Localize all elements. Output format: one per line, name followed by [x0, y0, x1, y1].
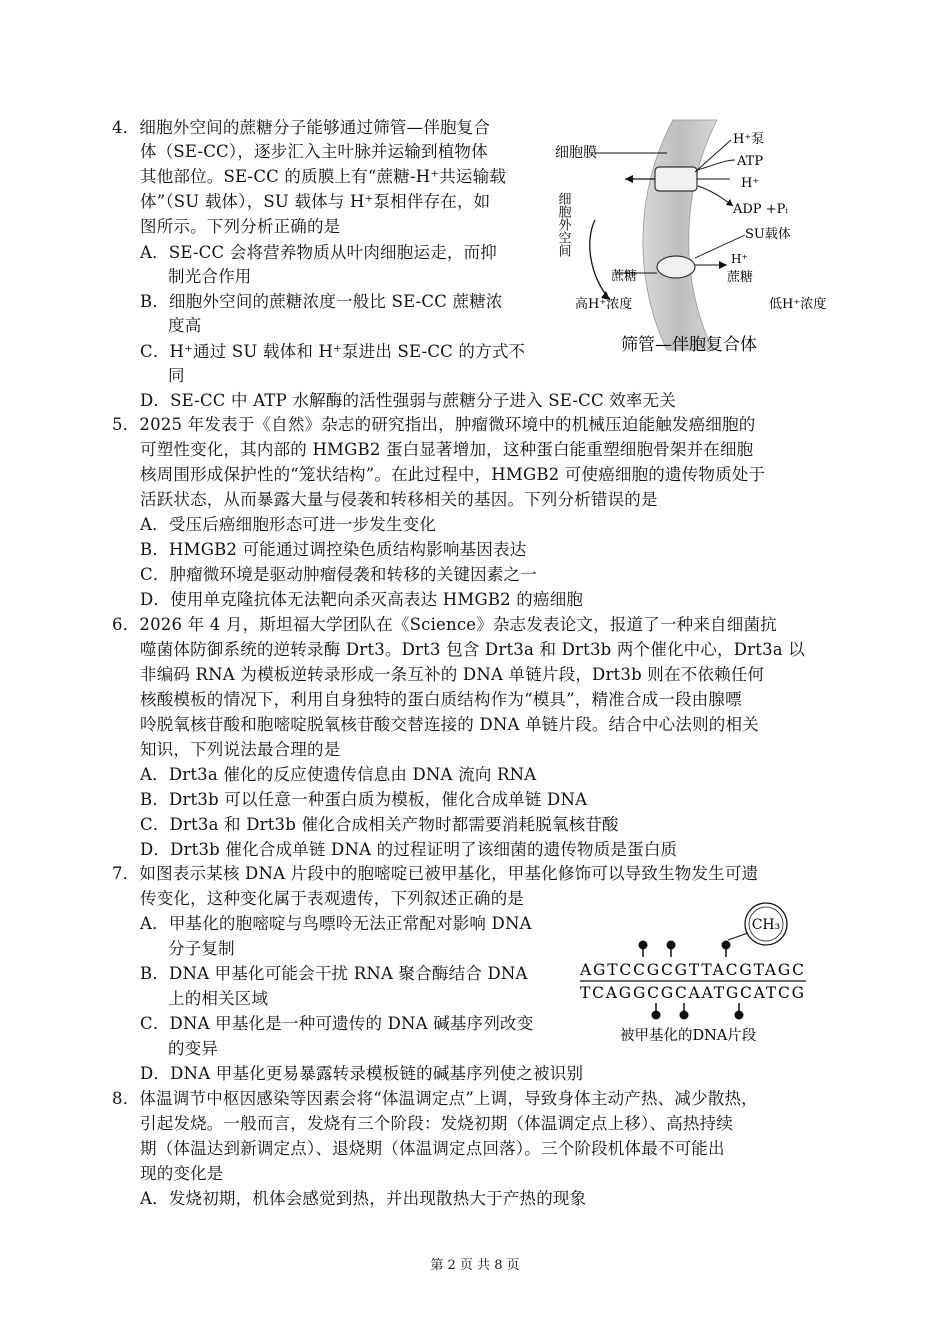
figure-caption-7: 被甲基化的DNA片段 [620, 1028, 757, 1044]
extracellular-space-label: 细胞外空间 [555, 192, 571, 257]
q6-option-c: C．Drt3a 和 Drt3b 催化合成相关产物时都需要消耗脱氧核苷酸 [140, 815, 619, 834]
page-footer: 第 2 页 共 8 页 [430, 1258, 520, 1273]
q6-option-b: B．Drt3b 可以任意一种蛋白质为模板，催化合成单链 DNA [140, 790, 588, 809]
q8-stem-line: 期（体温达到新调定点）、退烧期（体温调定点回落）。三个阶段机体最不可能出 [140, 1139, 725, 1158]
q5-option-a: A．受压后癌细胞形态可进一步发生变化 [140, 515, 437, 534]
h-ion-label: H⁺ [741, 176, 760, 191]
q8-option-a: A．发烧初期，机体会感觉到热，并出现散热大于产热的现象 [140, 1189, 587, 1208]
q4-stem-line: 体（SE-CC），逐步汇入主叶脉并运输到植物体 [140, 142, 488, 161]
q7-option-a: A．甲基化的胞嘧啶与鸟嘌呤无法正常配对影响 DNA [140, 914, 532, 933]
su-carrier-label: SU载体 [745, 227, 791, 242]
membrane-label: 细胞膜 [555, 145, 597, 161]
atp-label: ATP [737, 154, 764, 169]
q8-stem-line: 引起发烧。一般而言，发烧有三个阶段：发烧初期（体温调定点上移）、高热持续 [140, 1114, 733, 1133]
figure-caption-4: 筛管—伴胞复合体 [621, 335, 757, 355]
q4-option-c: C．H⁺通过 SU 载体和 H⁺泵进出 SE-CC 的方式不 [140, 342, 526, 361]
q4-option-a-cont: 制光合作用 [168, 267, 252, 286]
q5-option-d: D．使用单克隆抗体无法靶向杀灭高表达 HMGB2 的癌细胞 [140, 590, 584, 609]
q4-stem-line: 图所示。下列分析正确的是 [140, 217, 341, 236]
q8-stem-line: 8．体温调节中枢因感染等因素会将“体温调定点”上调，导致身体主动产热、减少散热， [112, 1089, 758, 1108]
q5-stem-line: 可塑性变化，其内部的 HMGB2 蛋白显著增加，这种蛋白能重塑细胞骨架并在细胞 [140, 440, 754, 459]
q6-stem-line: 知识，下列说法最合理的是 [140, 740, 341, 759]
q4-option-a: A．SE-CC 会将营养物质从叶肉细胞运走，而抑 [140, 243, 497, 262]
sucrose-outside-label: 蔗糖 [611, 269, 638, 284]
q6-option-a: A．Drt3a 催化的反应使遗传信息由 DNA 流向 RNA [140, 765, 537, 784]
methylated-dna-figure [576, 895, 816, 1055]
cell-membrane-band [643, 120, 717, 350]
q7-stem-line: 传变化，这种变化属于表观遗传，下列叙述正确的是 [140, 889, 525, 908]
bottom-strand: TCAGGCGCAATGCATCG [580, 984, 804, 1002]
q5-option-b: B．HMGB2 可能通过调控染色质结构影响基因表达 [140, 540, 527, 559]
low-h-label: 低H⁺浓度 [769, 297, 827, 312]
q7-option-c: C．DNA 甲基化是一种可遗传的 DNA 碱基序列改变 [140, 1014, 534, 1033]
q4-stem-line: 体”（SU 载体），SU 载体与 H⁺泵相伴存在，如 [140, 192, 491, 211]
q7-option-b-cont: 上的相关区域 [168, 989, 269, 1008]
h-pump-label: H⁺泵 [733, 132, 765, 147]
q8-stem-line: 现的变化是 [140, 1164, 224, 1183]
high-h-label: 高H⁺浓度 [575, 297, 633, 312]
q5-stem-line: 5．2025 年发表于《自然》杂志的研究指出，肿瘤微环境中的机械压迫能触发癌细胞的 [112, 415, 756, 434]
q6-stem-line: 6．2026 年 4 月，斯坦福大学团队在《Science》杂志发表论文，报道了一种来自细菌抗 [112, 615, 777, 634]
adp-label: ADP +Pᵢ [733, 202, 788, 217]
q5-stem-line: 核周围形成保护性的“笼状结构”。在此过程中，HMGB2 可使癌细胞的遗传物质处于 [140, 465, 766, 484]
q7-option-b: B．DNA 甲基化可能会干扰 RNA 聚合酶结合 DNA [140, 964, 528, 983]
q7-stem-line: 7．如图表示某核 DNA 片段中的胞嘧啶已被甲基化，甲基化修饰可以导致生物发生可遗 [112, 864, 759, 883]
q5-option-c: C．肿瘤微环境是驱动肿瘤侵袭和转移的关键因素之一 [140, 565, 537, 584]
sucrose-inside-label: 蔗糖 [727, 270, 754, 285]
su-carrier-icon [657, 256, 695, 278]
q6-stem-line: 噬菌体防御系统的逆转录酶 Drt3。Drt3 包含 Drt3a 和 Drt3b 两个催化中心，Drt3a 以 [140, 640, 805, 659]
q6-stem-line: 核酸模板的情况下，利用自身独特的蛋白质结构作为“模具”，精准合成一段由腺嘌 [140, 690, 742, 709]
q5-stem-line: 活跃状态，从而暴露大量与侵袭和转移相关的基因。下列分析错误的是 [140, 490, 658, 509]
q4-option-b-cont: 度高 [168, 316, 202, 335]
h-pump-icon [655, 167, 697, 191]
q7-option-d: D．DNA 甲基化更易暴露转录模板链的碱基序列使之被识别 [140, 1064, 584, 1083]
sucrose-transport-figure [555, 110, 855, 360]
q4-option-b: B．细胞外空间的蔗糖浓度一般比 SE-CC 蔗糖浓 [140, 292, 503, 311]
h-ion-label-2: H⁺ [731, 252, 748, 266]
q7-option-c-cont: 的变异 [168, 1039, 219, 1058]
q6-stem-line: 呤脱氧核苷酸和胞嘧啶脱氧核苷酸交替连接的 DNA 单链片段。结合中心法则的相关 [140, 715, 759, 734]
methyl-label: CH₃ [751, 917, 781, 933]
q4-stem-line: 其他部位。SE-CC 的质膜上有“蔗糖-H⁺共运输载 [140, 167, 507, 186]
top-strand: AGTCCGCGTTACGTAGC [580, 961, 804, 979]
q4-option-c-cont: 同 [168, 366, 185, 385]
q7-option-a-cont: 分子复制 [168, 939, 235, 958]
q6-option-d: D．Drt3b 催化合成单链 DNA 的过程证明了该细菌的遗传物质是蛋白质 [140, 840, 678, 859]
q4-stem-line: 4．细胞外空间的蔗糖分子能够通过筛管—伴胞复合 [112, 118, 491, 137]
q6-stem-line: 非编码 RNA 为模板逆转录形成一条互补的 DNA 单链片段，Drt3b 则在不依赖任何 [140, 665, 765, 684]
q4-option-d: D．SE-CC 中 ATP 水解酶的活性强弱与蔗糖分子进入 SE-CC 效率无关 [140, 391, 677, 410]
